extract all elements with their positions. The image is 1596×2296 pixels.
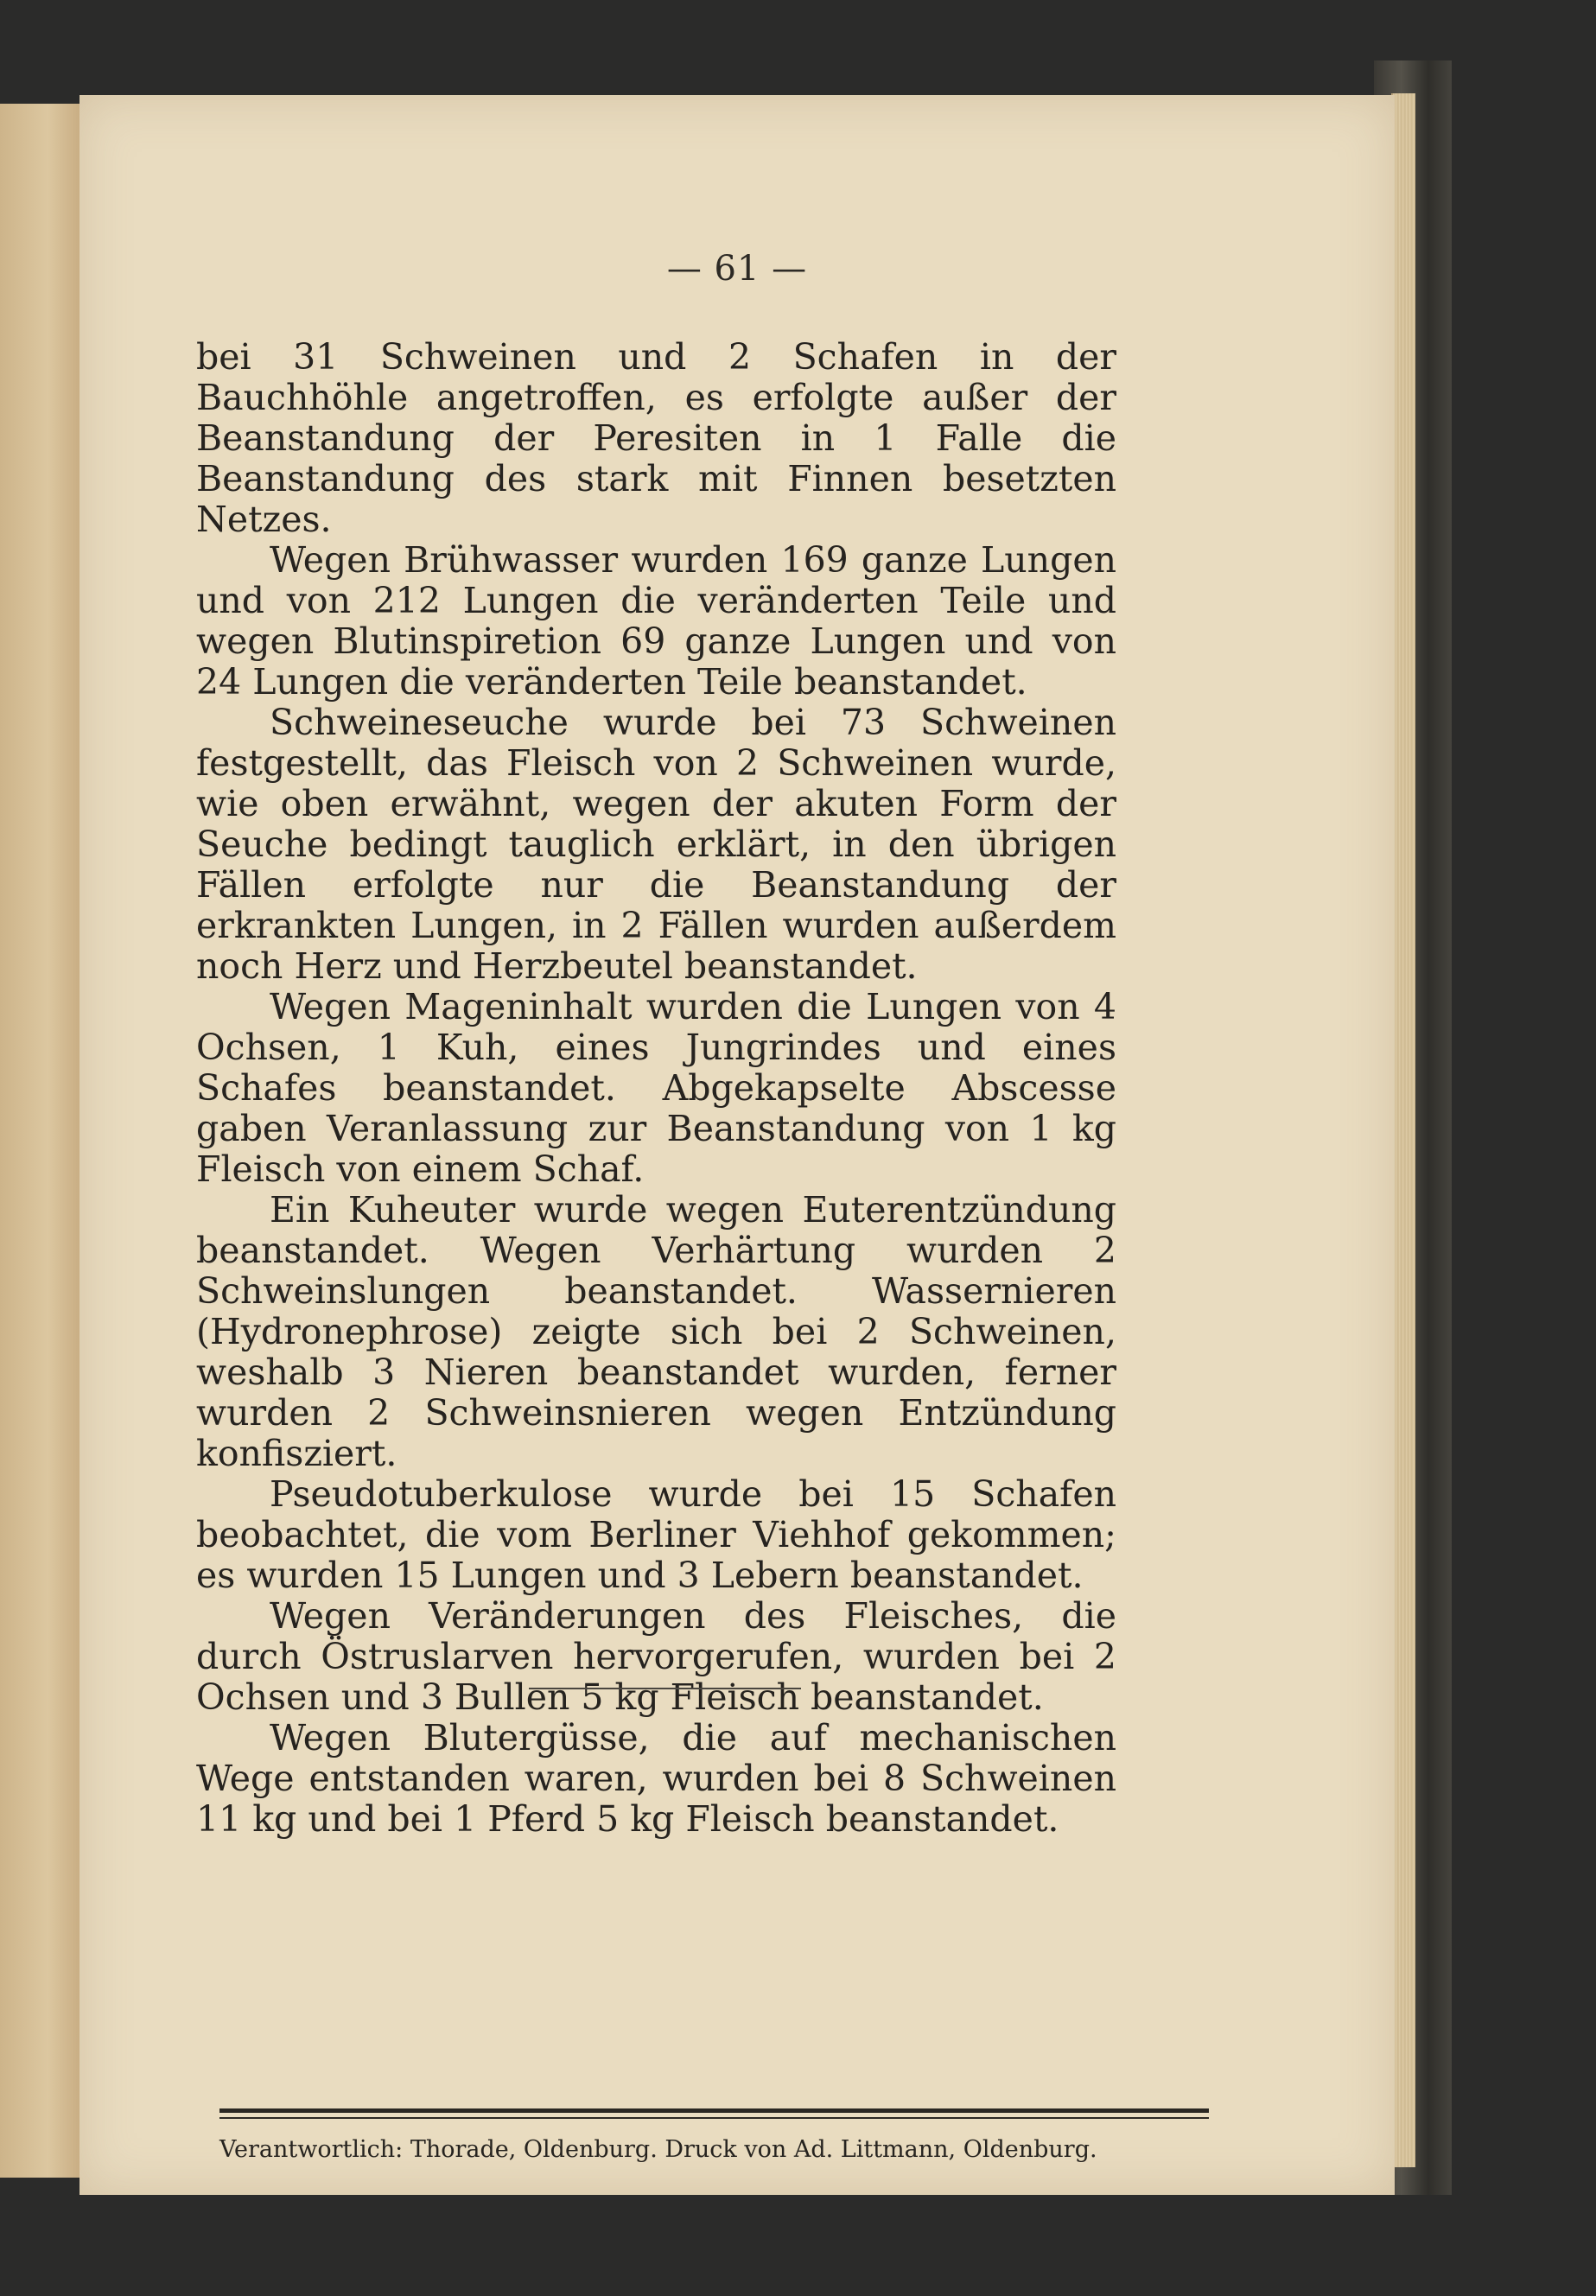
paragraph: Wegen Blutergüsse, die auf mechanischen Wege entstanden waren, wurden bei 8 Schweinen 11 kg und bei 1 Pferd 5 kg Fleisch beanstandet. xyxy=(196,1717,1116,1840)
footer-rule-thick xyxy=(219,2108,1209,2113)
book-page xyxy=(79,95,1395,2195)
paragraph: Wegen Veränderungen des Fleisches, die durch Östruslarven hervorgerufen, wurden bei 2 Ochsen und 3 Bullen 5 kg Fleisch beanstandet. xyxy=(196,1595,1116,1718)
paragraph: bei 31 Schweinen und 2 Schafen in der Bauchhöhle angetroffen, es erfolgte außer der Beanstandung der Peresiten in 1 Falle die Beanstandung des stark mit Finnen besetzten Netzes. xyxy=(196,336,1116,540)
footer-rule-thin xyxy=(219,2117,1209,2119)
paragraph: Wegen Mageninhalt wurden die Lungen von 4 Ochsen, 1 Kuh, eines Jungrindes und eines Schafes beanstandet. Abgekapselte Abscesse gaben Veranlassung zur Beanstandung von 1 kg Fleisch von einem Schaf. xyxy=(196,986,1116,1190)
page-number: — 61 — xyxy=(666,249,808,289)
imprint-footer: Verantwortlich: Thorade, Oldenburg. Druck von Ad. Littmann, Oldenburg. xyxy=(219,2136,1097,2163)
facing-page-edge xyxy=(0,104,81,2178)
page-stack-edges xyxy=(1391,93,1415,2167)
paragraph: Pseudotuberkulose wurde bei 15 Schafen beobachtet, die vom Berliner Viehhof gekommen; es wurden 15 Lungen und 3 Lebern beanstandet. xyxy=(196,1473,1116,1596)
body-text xyxy=(196,337,1116,1840)
paragraph: Ein Kuheuter wurde wegen Euterentzündung beanstandet. Wegen Verhärtung wurden 2 Schweinslungen beanstandet. Wassernieren (Hydronephrose) zeigte sich bei 2 Schweinen, weshalb 3 Nieren beanstandet wurden, ferner wurden 2 Schweinsnieren wegen Entzündung konfisziert. xyxy=(196,1189,1116,1474)
paragraph: Schweineseuche wurde bei 73 Schweinen festgestellt, das Fleisch von 2 Schweinen wurde, wie oben erwähnt, wegen der akuten Form der Seuche bedingt tauglich erklärt, in den übrigen Fällen erfolgte nur die Beanstandung der erkrankten Lungen, in 2 Fällen wurden außerdem noch Herz und Herzbeutel beanstandet. xyxy=(196,702,1116,987)
section-divider xyxy=(529,1688,801,1689)
paragraph: Wegen Brühwasser wurden 169 ganze Lungen und von 212 Lungen die veränderten Teile und wegen Blutinspiretion 69 ganze Lungen und von 24 Lungen die veränderten Teile beanstandet. xyxy=(196,539,1116,703)
